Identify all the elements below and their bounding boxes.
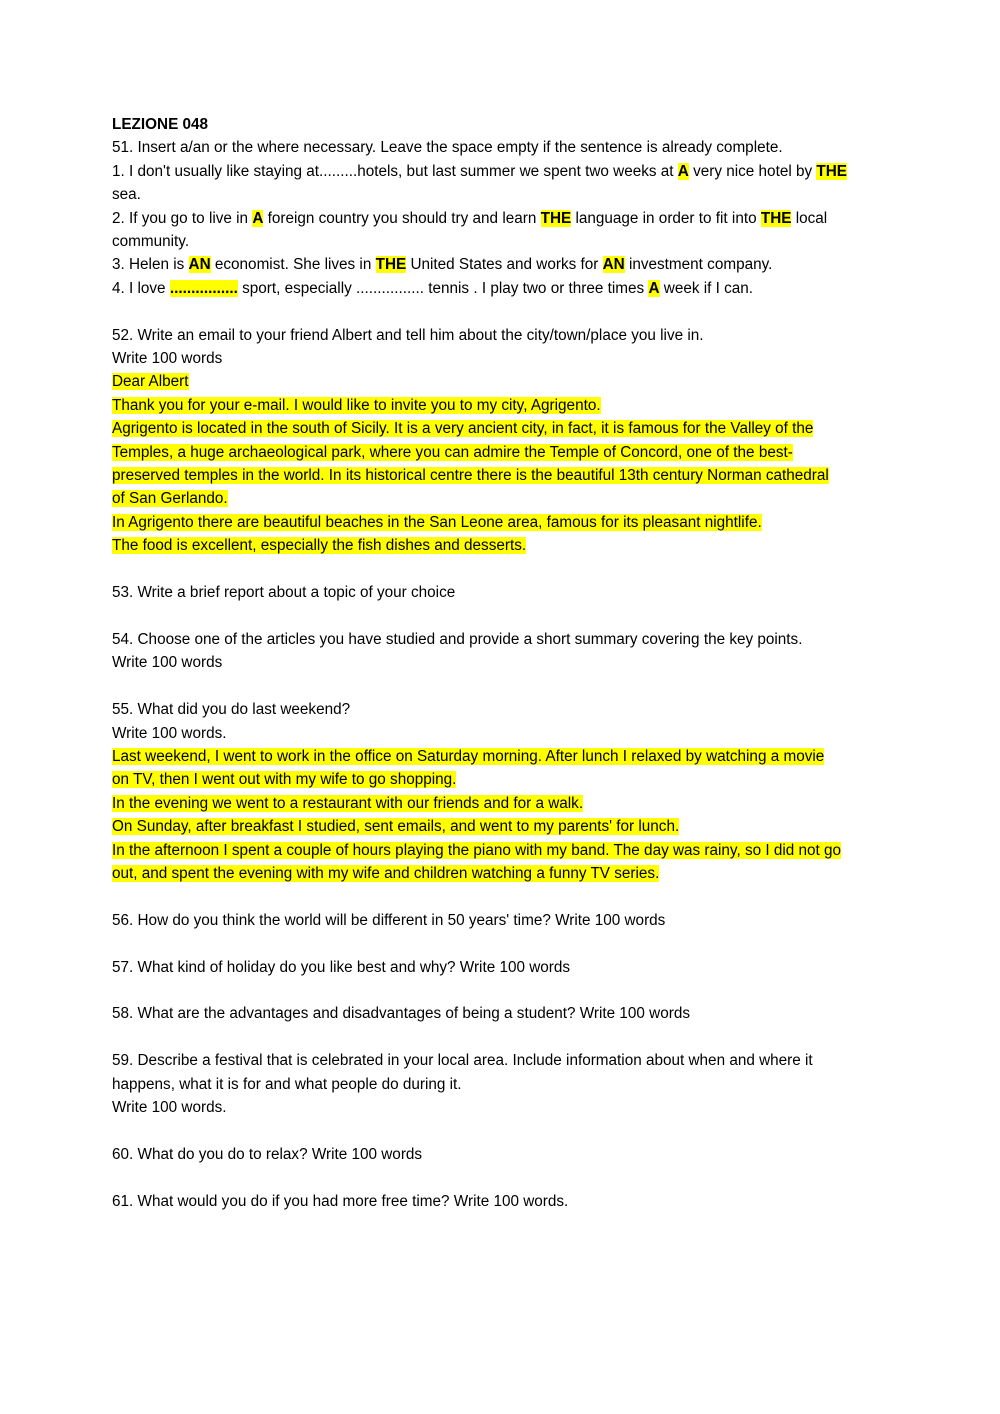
ex56-instruction: 56. How do you think the world will be different in 50 years' time? Write 100 words — [112, 911, 666, 929]
ex52-answer-line: of San Gerlando. — [112, 490, 228, 508]
ex55-answer-line: on TV, then I went out with my wife to go shopping. — [112, 771, 457, 789]
answer-highlight: A — [252, 209, 264, 227]
ex51-sentence-1-cont: sea. — [112, 186, 141, 204]
answer-highlight: AN — [602, 256, 625, 274]
answer-highlight: THE — [375, 256, 407, 274]
ex55-answer-line: In the afternoon I spent a couple of hours playing the piano with my band. The day was rainy, so I did not go — [112, 841, 842, 859]
ex51-sentence-4: 4. I love ................ sport, especially ................ tennis . I play two or three times A week if I can. — [112, 279, 754, 297]
ex52-answer-line: In Agrigento there are beautiful beaches in the San Leone area, famous for its pleasant nightlife. — [112, 513, 762, 531]
ex59-instruction-cont: happens, what it is for and what people do during it. — [112, 1075, 462, 1093]
answer-highlight: A — [677, 162, 689, 180]
ex55-answer-line: out, and spent the evening with my wife and children watching a funny TV series. — [112, 864, 660, 882]
ex52-answer-line: Agrigento is located in the south of Sicily. It is a very ancient city, in fact, it is famous for the Valley of the — [112, 420, 814, 438]
ex51-sentence-2-cont: community. — [112, 233, 190, 251]
ex54-instruction: 54. Choose one of the articles you have studied and provide a short summary covering the key points. — [112, 630, 803, 648]
ex57-instruction: 57. What kind of holiday do you like best and why? Write 100 words — [112, 958, 571, 976]
answer-highlight: ................ — [169, 279, 238, 297]
ex51-sentence-3: 3. Helen is AN economist. She lives in THE United States and works for AN investment company. — [112, 256, 773, 274]
answer-highlight: THE — [816, 162, 847, 180]
ex55-instruction: 55. What did you do last weekend? — [112, 701, 351, 719]
ex52-word-count: Write 100 words — [112, 350, 223, 368]
ex51-instruction: 51. Insert a/an or the where necessary. Leave the space empty if the sentence is already complete. — [112, 139, 783, 157]
ex55-answer-line: In the evening we went to a restaurant with our friends and for a walk. — [112, 794, 584, 812]
ex59-instruction: 59. Describe a festival that is celebrated in your local area. Include information about when and where it — [112, 1052, 813, 1070]
ex54-word-count: Write 100 words — [112, 654, 223, 672]
ex61-instruction: 61. What would you do if you had more free time? Write 100 words. — [112, 1192, 569, 1210]
answer-highlight: AN — [188, 256, 211, 274]
ex55-answer-line: Last weekend, I went to work in the office on Saturday morning. After lunch I relaxed by watching a movie — [112, 747, 825, 765]
answer-highlight: THE — [760, 209, 792, 227]
ex51-sentence-2: 2. If you go to live in A foreign country you should try and learn THE language in order to fit into THE local — [112, 209, 828, 227]
ex55-word-count: Write 100 words. — [112, 724, 227, 742]
ex52-answer-line: Temples, a huge archaeological park, where you can admire the Temple of Concord, one of the best- — [112, 443, 793, 461]
ex52-answer-line: Dear Albert — [112, 373, 189, 391]
ex59-word-count: Write 100 words. — [112, 1098, 227, 1116]
ex60-instruction: 60. What do you do to relax? Write 100 words — [112, 1145, 423, 1163]
ex55-answer-line: On Sunday, after breakfast I studied, sent emails, and went to my parents' for lunch. — [112, 818, 680, 836]
answer-highlight: A — [648, 279, 660, 297]
document-page — [112, 113, 892, 1213]
ex52-instruction: 52. Write an email to your friend Albert and tell him about the city/town/place you live in. — [112, 326, 704, 344]
ex52-answer-line: Thank you for your e-mail. I would like to invite you to my city, Agrigento. — [112, 396, 601, 414]
ex53-instruction: 53. Write a brief report about a topic of your choice — [112, 584, 456, 602]
ex58-instruction: 58. What are the advantages and disadvantages of being a student? Write 100 words — [112, 1005, 690, 1023]
ex51-sentence-1: 1. I don't usually like staying at.........hotels, but last summer we spent two weeks at A very nice hotel by THE — [112, 162, 847, 180]
ex52-answer-line: The food is excellent, especially the fish dishes and desserts. — [112, 537, 527, 555]
ex52-answer-line: preserved temples in the world. In its historical centre there is the beautiful 13th century Norman cathedral — [112, 467, 829, 485]
lesson-title: LEZIONE 048 — [112, 116, 209, 133]
answer-highlight: THE — [540, 209, 572, 227]
